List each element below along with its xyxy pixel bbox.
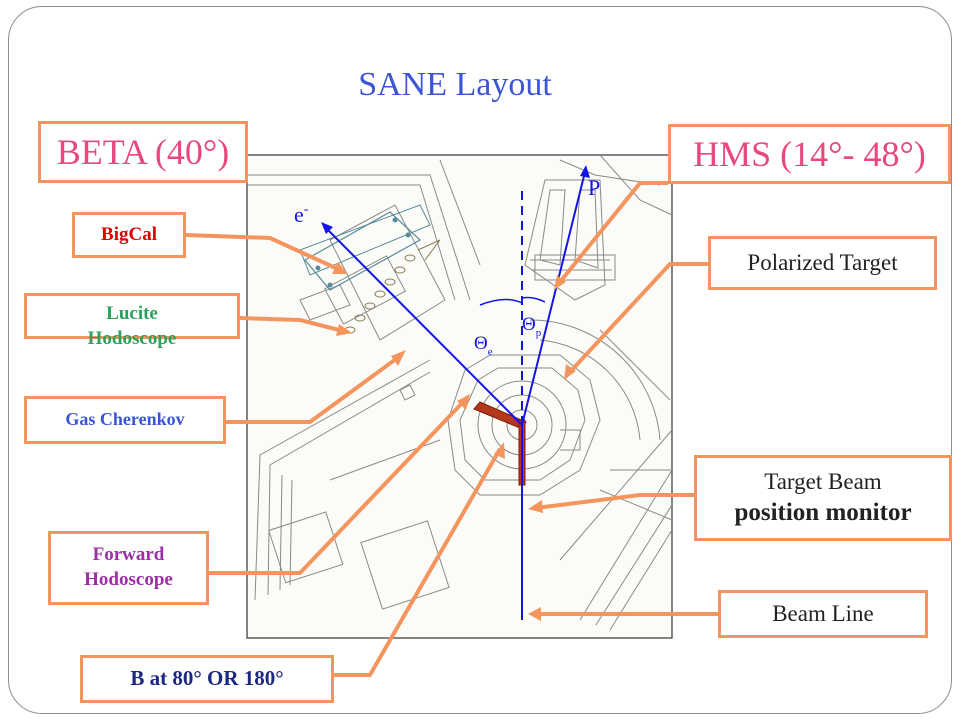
target-beam-monitor-label-box (694, 455, 952, 541)
bigcal-label-box (72, 212, 186, 258)
polarized-target-label-box (708, 236, 937, 290)
floor-plan-drawing (247, 155, 672, 638)
target-beam-label-line2: position monitor (734, 498, 912, 526)
beam-line-label-box (718, 590, 928, 638)
beam-line-label: Beam Line (772, 601, 874, 627)
lucite-label-line1: Lucite (106, 303, 158, 324)
hms-label: HMS (14°- 48°) (693, 133, 926, 174)
target-beam-label-line1: Target Beam (764, 468, 882, 494)
forward-label-line1: Forward (92, 544, 165, 566)
lucite-label-line2: Hodoscope (87, 327, 177, 349)
theta-p-label: $\Theta_p$ (522, 314, 542, 339)
bigcal-label: BigCal (101, 223, 157, 245)
forward-hodoscope-label-box (48, 531, 209, 605)
theta-e-label: $\Theta_e$ (474, 333, 493, 358)
forward-label-line2: Hodoscope (84, 569, 173, 590)
gas-cherenkov-label: Gas Cherenkov (65, 409, 185, 430)
gas-cherenkov-label-box (24, 396, 226, 444)
b-field-label: B at 80° OR 180° (130, 666, 284, 691)
beta-label-box (38, 121, 248, 183)
proton-label: P (588, 175, 601, 200)
electron-label: e- (294, 202, 309, 227)
hms-label-box (668, 124, 951, 184)
slide-title: SANE Layout (358, 66, 552, 103)
lucite-hodoscope-label-box (24, 293, 240, 349)
beta-label: BETA (40°) (56, 131, 230, 172)
polarized-target-label: Polarized Target (747, 250, 898, 276)
b-field-label-box (80, 655, 334, 703)
